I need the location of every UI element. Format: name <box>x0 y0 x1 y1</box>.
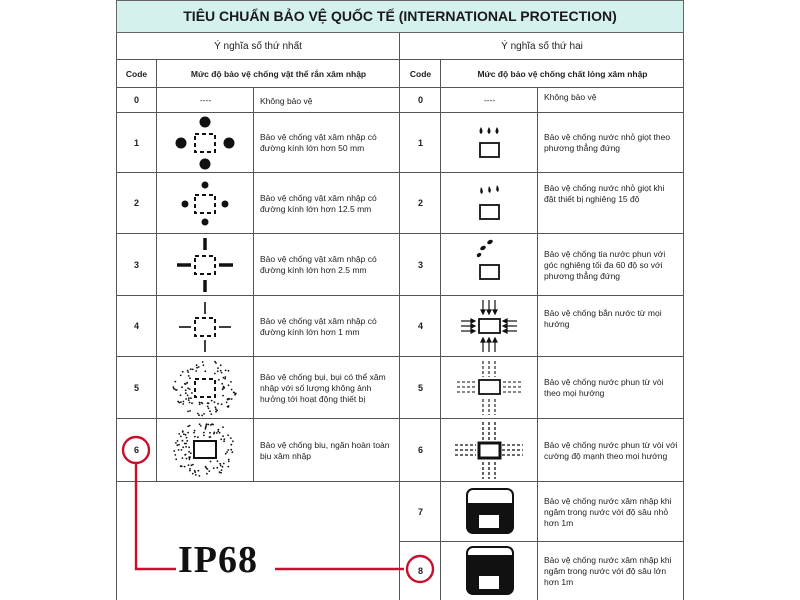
right-desc-8: Bảo vệ chống nước xâm nhập khi ngâm trong nước với độ sâu lớn hơn 1m <box>544 554 672 587</box>
ip-rating-label: IP68 <box>178 539 258 581</box>
right-desc-7: Bảo vệ chống nước xâm nhập khi ngâm trong nước với độ sâu nhỏ hơn 1m <box>544 495 672 528</box>
table-title: TIÊU CHUẨN BẢO VỆ QUỐC TẾ (INTERNATIONAL PROTECTION) <box>116 0 684 33</box>
right-code-6: 6 <box>417 445 423 455</box>
right-desc-5: Bảo vệ chống nước phun từ vòi theo mọi hướng <box>544 377 664 398</box>
left-code-5: 5 <box>133 382 139 393</box>
right-code-1: 1 <box>417 137 423 148</box>
right-code-7: 7 <box>417 506 423 517</box>
highlight-circle-6 <box>123 437 149 463</box>
right-desc-0: Không bảo vệ <box>544 92 597 102</box>
right-column-label: Mức độ bảo vệ chống chất lỏng xâm nhập <box>477 68 648 79</box>
left-desc-6: Bảo vệ chống biu, ngăn hoàn toàn bịu xâm nhập <box>260 439 390 461</box>
right-desc-3: Bảo vệ chống tia nước phun với góc nghiêng tối đa 60 độ so với phương thẳng đứng <box>544 248 666 281</box>
right-code-4: 4 <box>417 321 423 331</box>
right-code-3: 3 <box>417 259 423 270</box>
left-desc-5: Bảo vệ chống bụi, bụi có thể xâm nhập với số lượng không ảnh hưởng tới hoạt động thiết bị <box>260 371 386 404</box>
right-desc-4: Bảo vệ chống bắn nước từ mọi hướng <box>544 308 662 329</box>
left-desc-4: Bảo vệ chống vật xâm nhập có đường kính lớn hơn 1 mm <box>260 315 377 337</box>
left-code-2: 2 <box>133 198 139 208</box>
right-code-5: 5 <box>417 382 423 393</box>
right-code-label: Code <box>409 68 432 79</box>
right-desc-6: Bảo vệ chống nước phun từ vòi với cường độ mạnh theo mọi hướng <box>544 439 678 461</box>
right-symbol-0: ---- <box>483 95 496 105</box>
left-symbol-0: ---- <box>199 95 212 105</box>
right-code-8: 8 <box>417 565 423 576</box>
left-code-4: 4 <box>133 321 139 331</box>
left-heading: Ý nghĩa số thứ nhất <box>214 41 302 52</box>
left-desc-3: Bảo vệ chống vật xâm nhập có đường kính lớn hơn 2.5 mm <box>260 254 377 275</box>
left-code-1: 1 <box>133 137 139 148</box>
left-code-6: 6 <box>133 445 139 455</box>
left-code-0: 0 <box>133 95 139 105</box>
right-code-0: 0 <box>417 95 423 105</box>
left-code-3: 3 <box>133 259 139 270</box>
left-code-label: Code <box>125 68 148 79</box>
left-column-label: Mức độ bảo vệ chống vật thể rắn xâm nhập <box>190 68 367 79</box>
left-desc-1: Bảo vệ chống vật xâm nhập có đường kính lớn hơn 50 mm <box>260 132 377 153</box>
right-desc-2: Bảo vệ chống nước nhỏ giọt khi đặt thiết bị nghiêng 15 độ <box>544 183 665 204</box>
highlight-circle-8 <box>407 556 433 582</box>
left-desc-2: Bảo vệ chống vật xâm nhập có đường kính lớn hơn 12.5 mm <box>260 192 377 214</box>
right-desc-1: Bảo vệ chống nước nhỏ giọt theo phương thẳng đứng <box>544 132 671 153</box>
right-code-2: 2 <box>417 198 423 208</box>
left-desc-0: Không bảo vệ <box>260 96 313 106</box>
right-heading: Ý nghĩa số thứ hai <box>501 41 583 52</box>
